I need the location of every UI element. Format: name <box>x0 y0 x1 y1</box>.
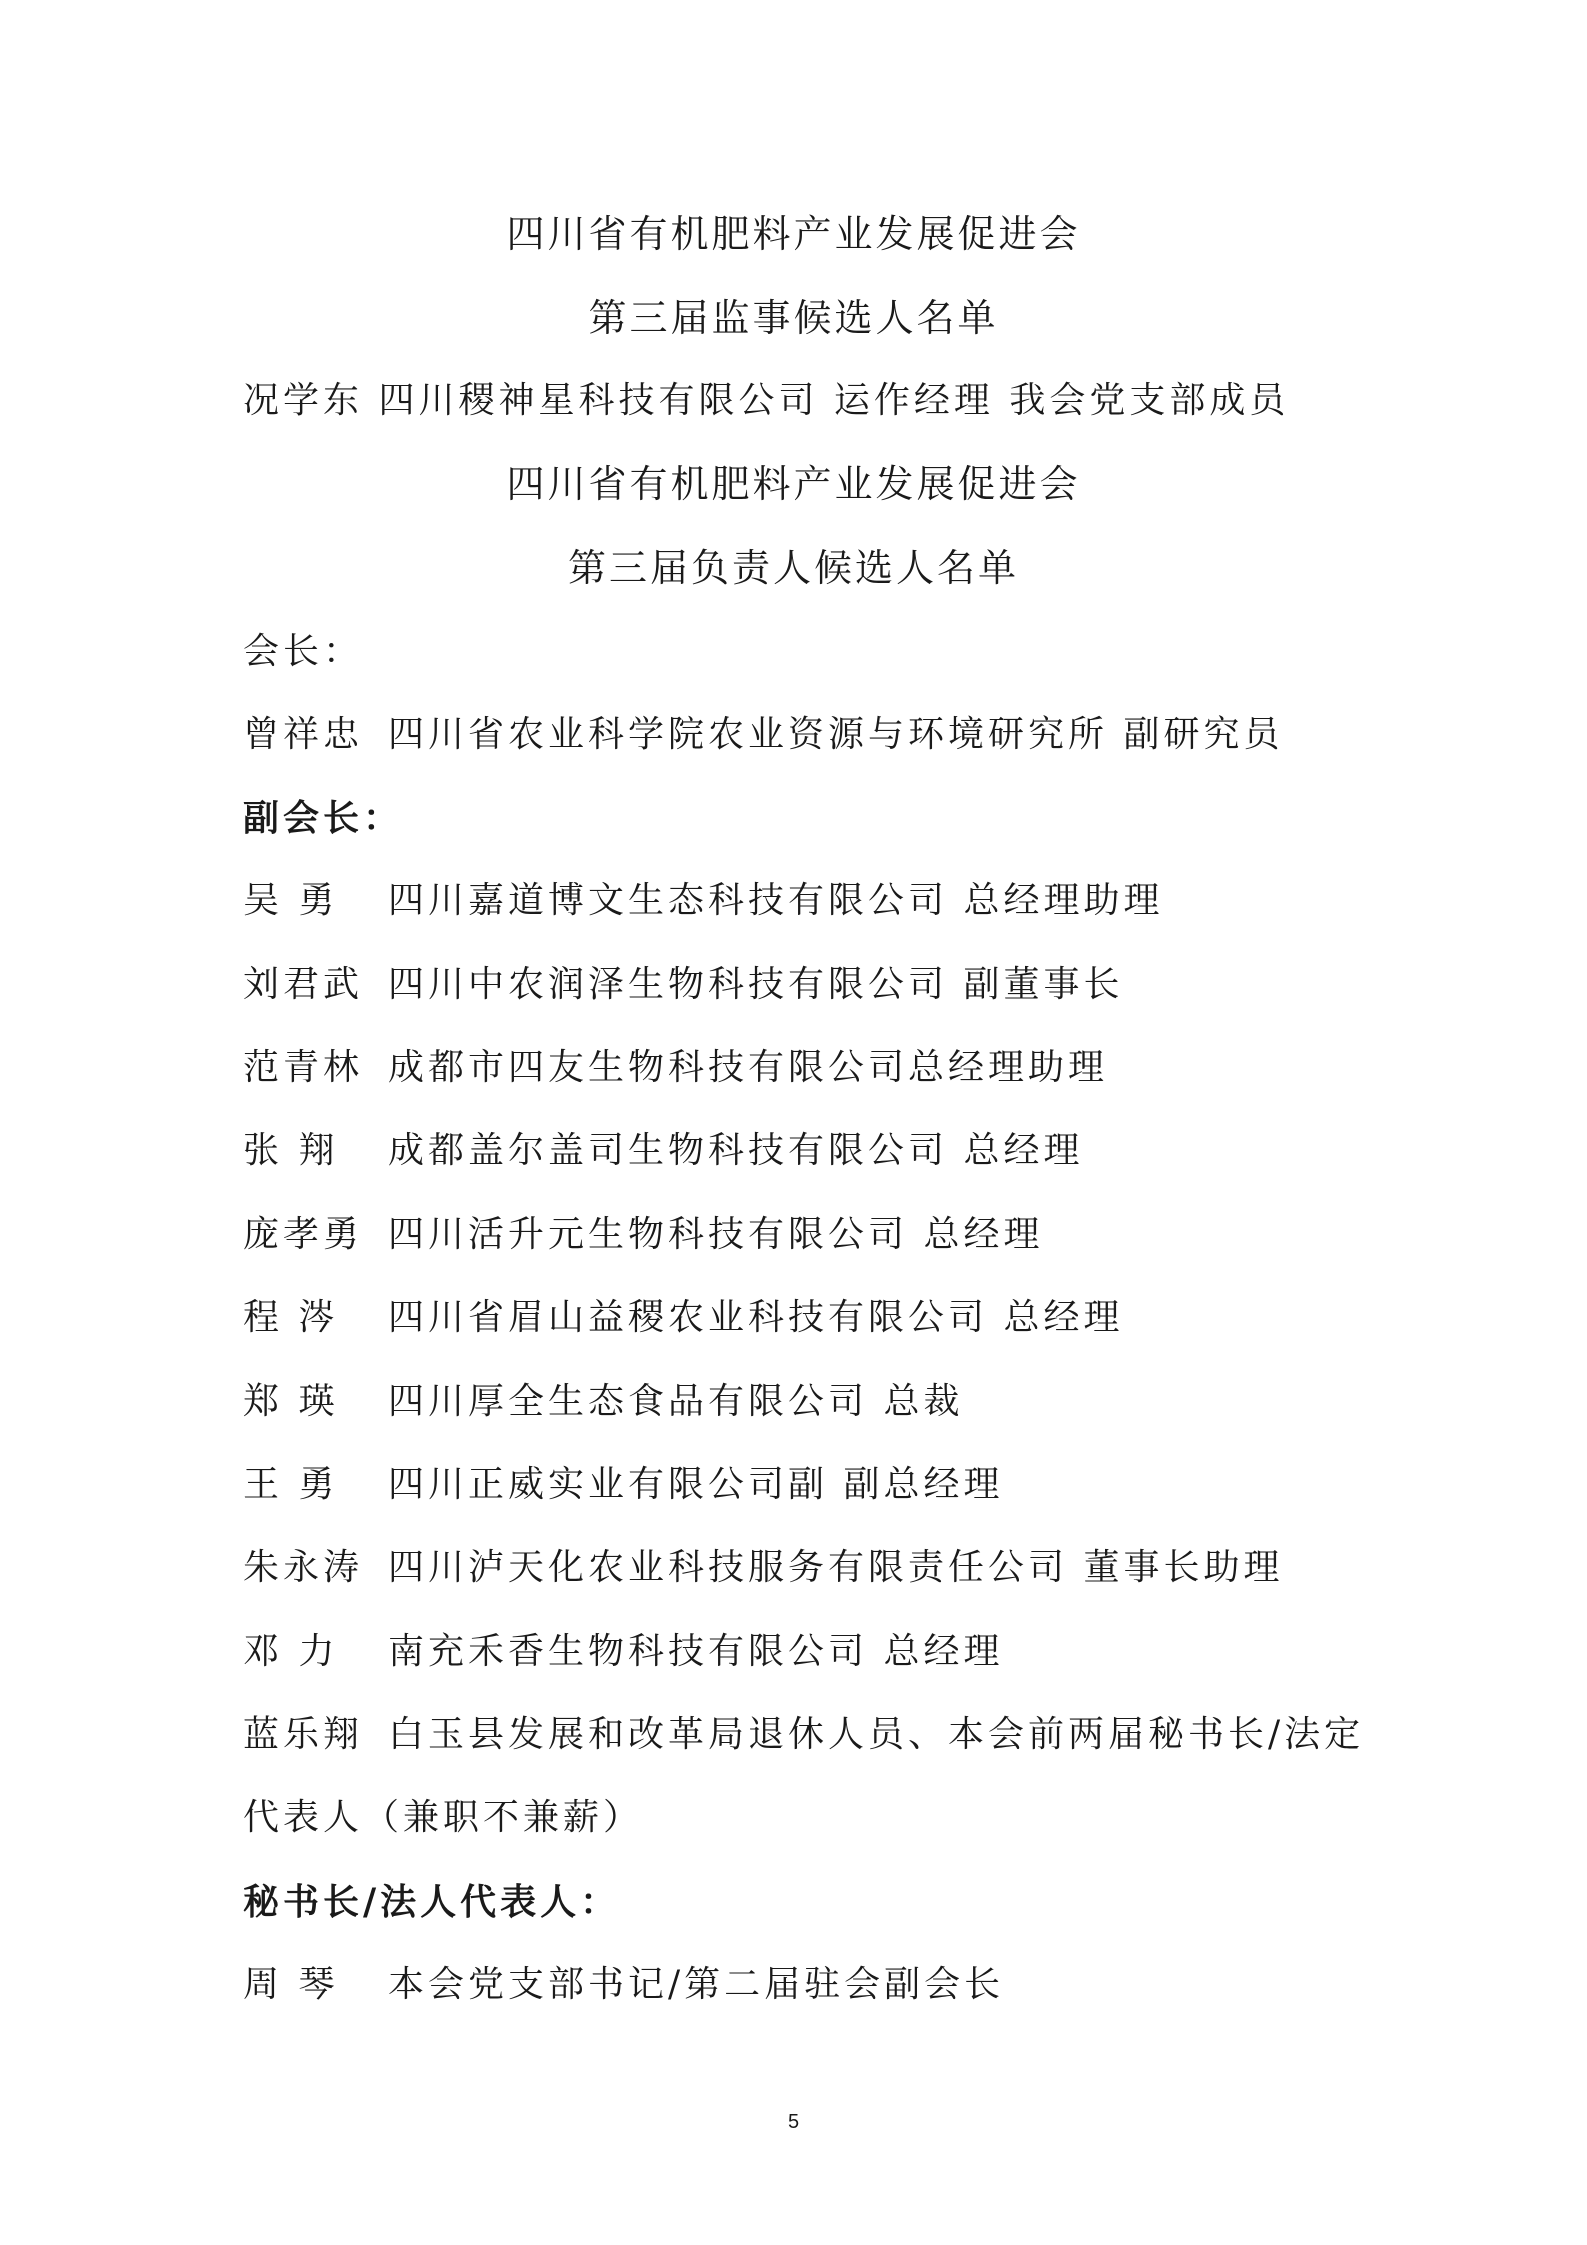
vice-president-entry-11 <box>243 1710 1364 1760</box>
vice-president-name: 庞孝勇 <box>243 1214 364 1255</box>
president-name: 曾祥忠 <box>243 714 364 755</box>
vice-president-detail: 成都市四友生物科技有限公司总经理助理 <box>388 1047 1109 1088</box>
vice-president-entry-9 <box>243 1543 1283 1593</box>
vice-president-detail: 四川活升元生物科技有限公司 总经理 <box>388 1214 1044 1255</box>
vice-president-name: 范青林 <box>243 1047 364 1088</box>
vice-president-name: 朱永涛 <box>243 1547 364 1588</box>
supervisor-title-line1: 四川省有机肥料产业发展促进会 <box>506 212 1081 256</box>
vice-president-heading: 副会长： <box>243 797 404 839</box>
vice-president-name: 郑 瑛 <box>243 1381 339 1422</box>
president-detail: 四川省农业科学院农业资源与环境研究所 副研究员 <box>388 714 1284 755</box>
vice-president-detail: 四川泸天化农业科技服务有限责任公司 董事长助理 <box>388 1547 1284 1588</box>
vice-president-entry-3 <box>243 1043 1108 1093</box>
vice-president-detail: 四川省眉山益稷农业科技有限公司 总经理 <box>388 1297 1124 1338</box>
vice-president-entry-4 <box>243 1126 1083 1176</box>
vice-president-detail: 四川正威实业有限公司副 副总经理 <box>388 1464 1004 1505</box>
vice-president-detail: 四川中农润泽生物科技有限公司 副董事长 <box>388 964 1124 1005</box>
vice-president-detail: 白玉县发展和改革局退休人员、本会前两届秘书长/法定 <box>388 1714 1365 1755</box>
vice-president-entry-8 <box>243 1460 1003 1510</box>
supervisor-entry: 况学东 四川稷神星科技有限公司 运作经理 我会党支部成员 <box>243 380 1290 421</box>
leader-title-line1: 四川省有机肥料产业发展促进会 <box>506 462 1081 506</box>
vice-president-name: 吴 勇 <box>243 880 339 921</box>
vice-president-continuation: 代表人（兼职不兼薪） <box>243 1797 644 1838</box>
vice-president-name: 程 涔 <box>243 1297 339 1338</box>
vice-president-entry-2 <box>243 960 1123 1010</box>
vice-president-entry-7 <box>243 1377 963 1427</box>
supervisor-title-line2: 第三届监事候选人名单 <box>588 296 999 340</box>
vice-president-detail: 成都盖尔盖司生物科技有限公司 总经理 <box>388 1130 1084 1171</box>
vice-president-name: 刘君武 <box>243 964 364 1005</box>
secretary-name: 周 琴 <box>243 1964 339 2005</box>
vice-president-name: 张 翔 <box>243 1130 339 1171</box>
secretary-detail: 本会党支部书记/第二届驻会副会长 <box>388 1964 1005 2005</box>
secretary-entry <box>243 1960 1004 2010</box>
secretary-heading: 秘书长/法人代表人： <box>243 1881 621 1923</box>
vice-president-detail: 四川厚全生态食品有限公司 总裁 <box>388 1381 964 1422</box>
vice-president-detail: 四川嘉道博文生态科技有限公司 总经理助理 <box>388 880 1164 921</box>
leader-title-line2: 第三届负责人候选人名单 <box>567 546 1019 590</box>
vice-president-entry-10 <box>243 1627 1003 1677</box>
president-heading: 会长： <box>243 631 364 672</box>
page-number: 5 <box>787 2111 800 2133</box>
vice-president-name: 邓 力 <box>243 1631 339 1672</box>
vice-president-name: 王 勇 <box>243 1464 339 1505</box>
vice-president-name: 蓝乐翔 <box>243 1714 364 1755</box>
vice-president-entry-6 <box>243 1293 1123 1343</box>
vice-president-entry-1 <box>243 876 1163 926</box>
vice-president-detail: 南充禾香生物科技有限公司 总经理 <box>388 1631 1004 1672</box>
vice-president-entry-5 <box>243 1210 1043 1260</box>
president-entry <box>243 710 1283 760</box>
